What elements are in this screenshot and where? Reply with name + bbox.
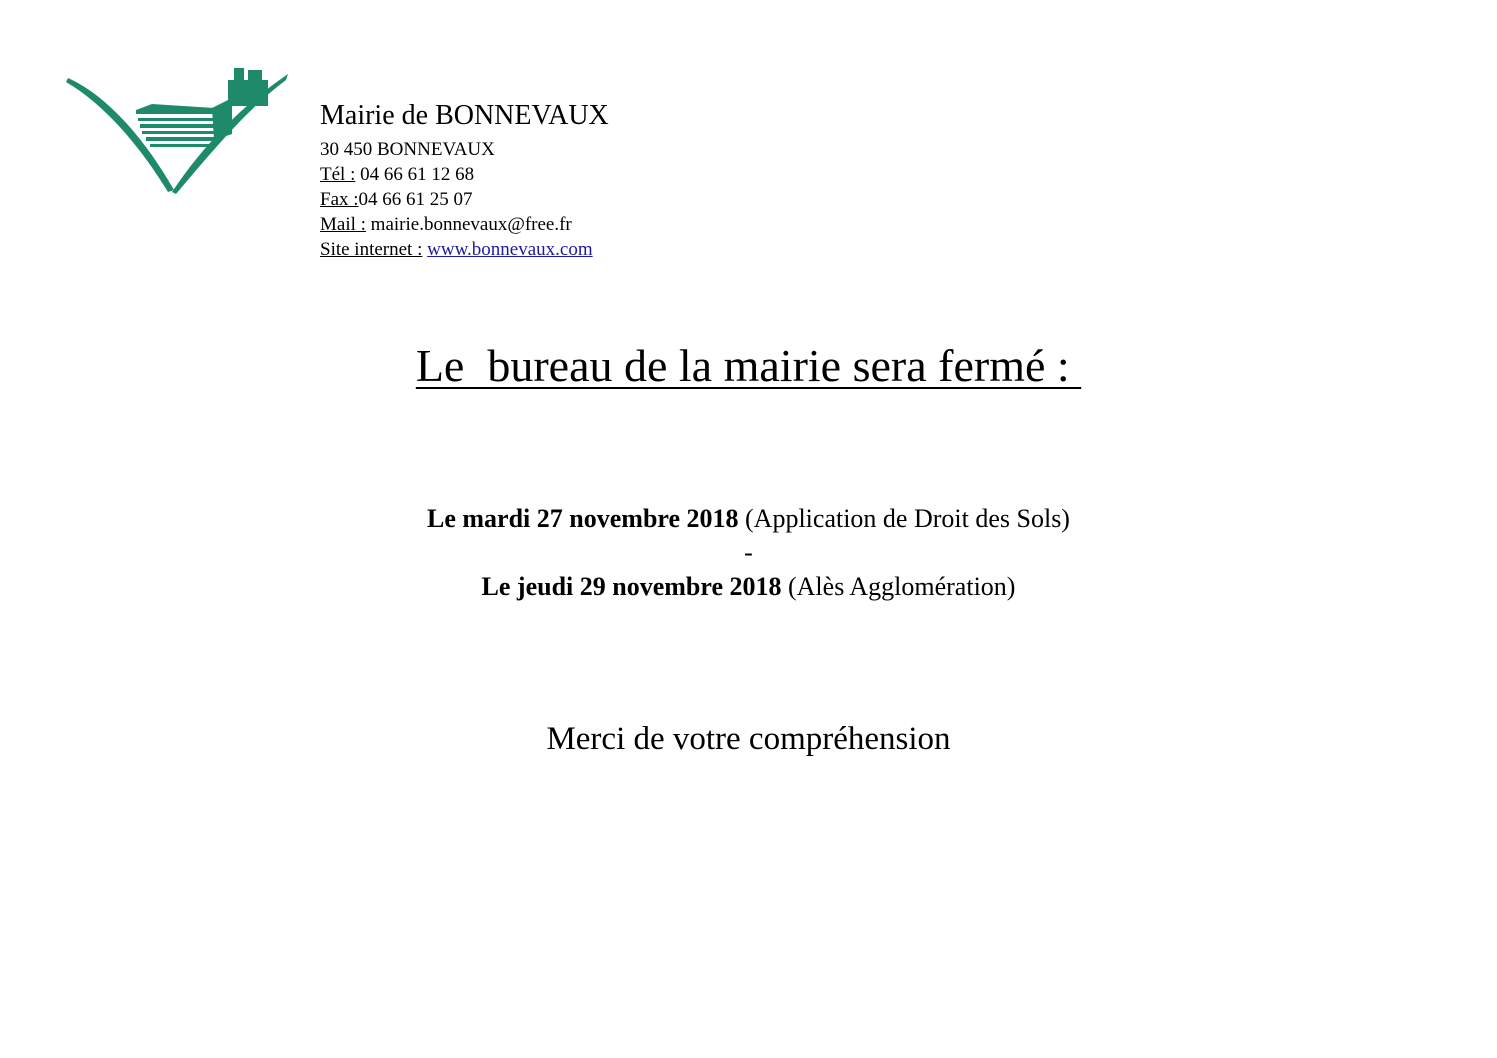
mail-address: mairie.bonnevaux@free.fr <box>365 214 572 235</box>
notice-title <box>0 338 1497 393</box>
closure-date-2-reason: (Alès Agglomération) <box>781 572 1016 601</box>
website-line <box>320 240 609 265</box>
fax-number: 04 66 61 25 07 <box>358 189 473 210</box>
thanks-message: Merci de votre compréhension <box>546 721 951 757</box>
address-line <box>320 140 609 165</box>
bonnevaux-logo <box>64 64 290 196</box>
website-label: Site internet : <box>320 239 423 260</box>
closure-dates <box>0 502 1497 604</box>
date-separator: - <box>744 538 753 567</box>
phone-line <box>320 165 609 190</box>
notice-title-text: Le bureau de la mairie sera fermé : <box>415 340 1082 391</box>
closure-date-1 <box>0 502 1497 536</box>
phone-number: 04 66 61 12 68 <box>355 164 475 185</box>
mairie-header <box>320 102 609 265</box>
website-link[interactable]: www.bonnevaux.com <box>427 239 593 260</box>
address: 30 450 BONNEVAUX <box>320 139 495 160</box>
closure-date-2-day: Le jeudi 29 novembre 2018 <box>481 572 782 601</box>
fax-line <box>320 190 609 215</box>
closure-date-1-day: Le mardi 27 novembre 2018 <box>427 504 739 533</box>
mail-label: Mail : <box>320 214 366 235</box>
fax-label: Fax : <box>320 189 359 210</box>
closure-date-2 <box>0 570 1497 604</box>
closure-date-1-reason: (Application de Droit des Sols) <box>738 504 1070 533</box>
mail-line <box>320 215 609 240</box>
phone-label: Tél : <box>320 164 356 185</box>
bonnevaux-v-logo-icon <box>64 64 290 196</box>
organization-name: Mairie de BONNEVAUX <box>320 100 609 131</box>
